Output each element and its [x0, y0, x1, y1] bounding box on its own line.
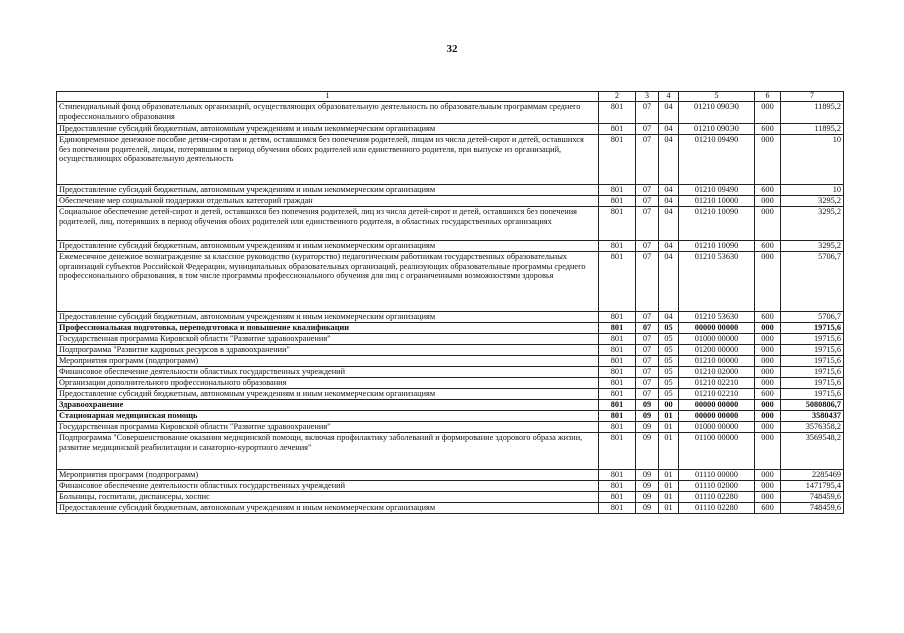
row-name-cell: Финансовое обеспечение деятельности областных государственных учреждений [57, 367, 599, 378]
page-number: 32 [446, 43, 458, 55]
table-row [57, 411, 844, 422]
row-section-cell: 09 [636, 492, 659, 503]
row-subsection-cell: 01 [659, 411, 679, 422]
row-subsection-cell: 01 [659, 470, 679, 481]
row-section-cell: 07 [636, 196, 659, 207]
row-amount-cell: 748459,6 [781, 503, 844, 514]
row-name-cell: Подпрограмма "Развитие кадровых ресурсов в здравоохранении" [57, 345, 599, 356]
row-expense-type-cell: 000 [755, 196, 781, 207]
row-expense-type-cell: 600 [755, 503, 781, 514]
column-header: 6 [755, 92, 781, 102]
row-admin-code-cell: 801 [599, 196, 636, 207]
row-section-cell: 09 [636, 481, 659, 492]
row-expense-type-cell: 000 [755, 323, 781, 334]
table-row [57, 433, 844, 470]
table-row [57, 470, 844, 481]
row-name-cell: Профессиональная подготовка, переподготовка и повышение квалификации [57, 323, 599, 334]
row-subsection-cell: 01 [659, 433, 679, 470]
table-row [57, 241, 844, 252]
row-section-cell: 07 [636, 185, 659, 196]
row-amount-cell: 748459,6 [781, 492, 844, 503]
table-row [57, 378, 844, 389]
row-target-article-cell: 01110 02280 [679, 503, 755, 514]
column-header: 3 [636, 92, 659, 102]
row-subsection-cell: 01 [659, 422, 679, 433]
table-row [57, 400, 844, 411]
row-admin-code-cell: 801 [599, 356, 636, 367]
row-target-article-cell: 00000 00000 [679, 400, 755, 411]
row-admin-code-cell: 801 [599, 334, 636, 345]
row-section-cell: 07 [636, 252, 659, 312]
row-name-cell: Предоставление субсидий бюджетным, автономным учреждениям и иным некоммерческим организациям [57, 389, 599, 400]
row-amount-cell: 11895,2 [781, 102, 844, 124]
column-header: 1 [57, 92, 599, 102]
row-section-cell: 07 [636, 334, 659, 345]
row-section-cell: 07 [636, 207, 659, 241]
row-admin-code-cell: 801 [599, 422, 636, 433]
row-section-cell: 07 [636, 102, 659, 124]
row-amount-cell: 3576358,2 [781, 422, 844, 433]
row-target-article-cell: 01000 00000 [679, 334, 755, 345]
row-admin-code-cell: 801 [599, 492, 636, 503]
row-name-cell: Государственная программа Кировской области "Развитие здравоохранения" [57, 334, 599, 345]
row-target-article-cell: 01210 10090 [679, 241, 755, 252]
row-amount-cell: 3569548,2 [781, 433, 844, 470]
row-admin-code-cell: 801 [599, 241, 636, 252]
row-subsection-cell: 01 [659, 503, 679, 514]
table-row [57, 252, 844, 312]
row-section-cell: 07 [636, 241, 659, 252]
table-row [57, 422, 844, 433]
table-row [57, 389, 844, 400]
row-target-article-cell: 01000 00000 [679, 422, 755, 433]
row-expense-type-cell: 000 [755, 470, 781, 481]
row-subsection-cell: 05 [659, 334, 679, 345]
row-subsection-cell: 04 [659, 241, 679, 252]
row-subsection-cell: 04 [659, 185, 679, 196]
row-section-cell: 07 [636, 323, 659, 334]
table-row [57, 367, 844, 378]
table-row [57, 312, 844, 323]
row-subsection-cell: 05 [659, 378, 679, 389]
row-admin-code-cell: 801 [599, 400, 636, 411]
row-admin-code-cell: 801 [599, 378, 636, 389]
row-subsection-cell: 05 [659, 367, 679, 378]
row-target-article-cell: 01210 090Э0 [679, 102, 755, 124]
row-subsection-cell: 05 [659, 356, 679, 367]
table-header-row [57, 92, 844, 102]
row-section-cell: 09 [636, 503, 659, 514]
row-expense-type-cell: 000 [755, 492, 781, 503]
row-expense-type-cell: 000 [755, 102, 781, 124]
table-row [57, 323, 844, 334]
row-section-cell: 07 [636, 367, 659, 378]
table-row [57, 102, 844, 124]
row-section-cell: 09 [636, 422, 659, 433]
row-subsection-cell: 01 [659, 481, 679, 492]
row-name-cell: Стипендиальный фонд образовательных организаций, осуществляющих образовательную деятельность по образовательным программам среднего профессионального образования [57, 102, 599, 124]
table-row [57, 345, 844, 356]
row-target-article-cell: 01210 10090 [679, 207, 755, 241]
row-expense-type-cell: 000 [755, 334, 781, 345]
row-name-cell: Больницы, госпитали, диспансеры, хоспис [57, 492, 599, 503]
table-row [57, 492, 844, 503]
row-target-article-cell: 01210 09490 [679, 135, 755, 185]
row-expense-type-cell: 000 [755, 422, 781, 433]
row-name-cell: Предоставление субсидий бюджетным, автономным учреждениям и иным некоммерческим организациям [57, 241, 599, 252]
row-expense-type-cell: 000 [755, 207, 781, 241]
row-section-cell: 07 [636, 135, 659, 185]
row-name-cell: Единовременное денежное пособие детям-сиротам и детям, оставшимся без попечения родителей, лицам из числа детей-сирот и детей, оставшихся без попечения родителей, лицам, потерявшим в период обучения обоих родителей или единственного родителя, при выпуске из организаций, осуществляющих образовательную деятельность [57, 135, 599, 185]
row-admin-code-cell: 801 [599, 481, 636, 492]
row-name-cell: Предоставление субсидий бюджетным, автономным учреждениям и иным некоммерческим организациям [57, 185, 599, 196]
table-row [57, 481, 844, 492]
row-section-cell: 09 [636, 470, 659, 481]
row-admin-code-cell: 801 [599, 135, 636, 185]
table-row [57, 135, 844, 185]
row-amount-cell: 5706,7 [781, 312, 844, 323]
row-section-cell: 07 [636, 312, 659, 323]
row-name-cell: Предоставление субсидий бюджетным, автономным учреждениям и иным некоммерческим организациям [57, 503, 599, 514]
row-subsection-cell: 01 [659, 492, 679, 503]
table-row [57, 503, 844, 514]
row-amount-cell: 19715,6 [781, 323, 844, 334]
row-name-cell: Обеспечение мер социальной поддержки отдельных категорий граждан [57, 196, 599, 207]
row-admin-code-cell: 801 [599, 470, 636, 481]
row-admin-code-cell: 801 [599, 252, 636, 312]
column-header: 7 [781, 92, 844, 102]
row-subsection-cell: 04 [659, 196, 679, 207]
row-section-cell: 07 [636, 345, 659, 356]
row-amount-cell: 19715,6 [781, 334, 844, 345]
table-row [57, 207, 844, 241]
row-expense-type-cell: 000 [755, 356, 781, 367]
table-row [57, 334, 844, 345]
row-amount-cell: 19715,6 [781, 378, 844, 389]
row-subsection-cell: 00 [659, 400, 679, 411]
row-admin-code-cell: 801 [599, 323, 636, 334]
row-amount-cell: 10 [781, 185, 844, 196]
row-expense-type-cell: 000 [755, 433, 781, 470]
row-admin-code-cell: 801 [599, 389, 636, 400]
row-target-article-cell: 01210 02210 [679, 378, 755, 389]
row-expense-type-cell: 000 [755, 135, 781, 185]
row-subsection-cell: 05 [659, 345, 679, 356]
row-subsection-cell: 04 [659, 252, 679, 312]
row-expense-type-cell: 600 [755, 241, 781, 252]
row-section-cell: 07 [636, 124, 659, 135]
row-target-article-cell: 01210 09490 [679, 185, 755, 196]
row-admin-code-cell: 801 [599, 102, 636, 124]
row-target-article-cell: 01110 02000 [679, 481, 755, 492]
row-expense-type-cell: 600 [755, 124, 781, 135]
row-amount-cell: 11895,2 [781, 124, 844, 135]
row-name-cell: Государственная программа Кировской области "Развитие здравоохранения" [57, 422, 599, 433]
table-row [57, 124, 844, 135]
row-target-article-cell: 01210 02210 [679, 389, 755, 400]
column-header: 5 [679, 92, 755, 102]
row-target-article-cell: 00000 00000 [679, 411, 755, 422]
row-admin-code-cell: 801 [599, 433, 636, 470]
row-name-cell: Финансовое обеспечение деятельности областных государственных учреждений [57, 481, 599, 492]
row-amount-cell: 1471795,4 [781, 481, 844, 492]
row-amount-cell: 19715,6 [781, 345, 844, 356]
row-name-cell: Мероприятия программ (подпрограмм) [57, 356, 599, 367]
row-subsection-cell: 04 [659, 102, 679, 124]
row-subsection-cell: 05 [659, 323, 679, 334]
row-amount-cell: 5706,7 [781, 252, 844, 312]
row-expense-type-cell: 000 [755, 345, 781, 356]
row-expense-type-cell: 000 [755, 481, 781, 492]
row-admin-code-cell: 801 [599, 411, 636, 422]
row-name-cell: Организации дополнительного профессионального образования [57, 378, 599, 389]
row-admin-code-cell: 801 [599, 345, 636, 356]
row-target-article-cell: 01210 02000 [679, 367, 755, 378]
row-amount-cell: 2285469 [781, 470, 844, 481]
row-name-cell: Предоставление субсидий бюджетным, автономным учреждениям и иным некоммерческим организациям [57, 124, 599, 135]
row-subsection-cell: 04 [659, 124, 679, 135]
column-header: 4 [659, 92, 679, 102]
row-name-cell: Предоставление субсидий бюджетным, автономным учреждениям и иным некоммерческим организациям [57, 312, 599, 323]
row-section-cell: 09 [636, 411, 659, 422]
row-expense-type-cell: 000 [755, 400, 781, 411]
row-name-cell: Стационарная медицинская помощь [57, 411, 599, 422]
row-expense-type-cell: 600 [755, 312, 781, 323]
row-target-article-cell: 01210 090Э0 [679, 124, 755, 135]
row-expense-type-cell: 000 [755, 252, 781, 312]
row-target-article-cell: 01110 02280 [679, 492, 755, 503]
row-target-article-cell: 01210 53630 [679, 312, 755, 323]
table-row [57, 356, 844, 367]
row-name-cell: Ежемесячное денежное вознаграждение за классное руководство (кураторство) педагогическим работникам государственных образовательных организаций субъектов Российской Федерации, муниципальных образовательных организаций, реализующих образовательные программы среднего профессионального образования, в том числе программы профессионального обучения для лиц с ограниченными возможностями здоровья [57, 252, 599, 312]
row-target-article-cell: 01210 10000 [679, 196, 755, 207]
row-section-cell: 07 [636, 356, 659, 367]
row-subsection-cell: 04 [659, 207, 679, 241]
row-subsection-cell: 05 [659, 389, 679, 400]
row-name-cell: Мероприятия программ (подпрограмм) [57, 470, 599, 481]
row-name-cell: Подпрограмма "Совершенствование оказания медицинской помощи, включая профилактику заболеваний и формирование здорового образа жизни, развитие медицинской реабилитации и санаторно-курортного лечения" [57, 433, 599, 470]
row-admin-code-cell: 801 [599, 367, 636, 378]
table-body [57, 102, 844, 514]
row-expense-type-cell: 000 [755, 367, 781, 378]
row-name-cell: Социальное обеспечение детей-сирот и детей, оставшихся без попечения родителей, лиц из числа детей-сирот и детей, оставшихся без попечения родителей, лиц, потерявших в период обучения обоих родителей или единственного родителя, в областных государственных организациях [57, 207, 599, 241]
row-subsection-cell: 04 [659, 312, 679, 323]
row-name-cell: Здравоохранение [57, 400, 599, 411]
row-target-article-cell: 01210 00000 [679, 356, 755, 367]
row-amount-cell: 19715,6 [781, 389, 844, 400]
row-section-cell: 07 [636, 378, 659, 389]
row-amount-cell: 10 [781, 135, 844, 185]
row-expense-type-cell: 600 [755, 389, 781, 400]
row-amount-cell: 3295,2 [781, 241, 844, 252]
row-section-cell: 07 [636, 389, 659, 400]
row-section-cell: 09 [636, 400, 659, 411]
budget-table [56, 91, 844, 514]
row-target-article-cell: 01110 00000 [679, 470, 755, 481]
column-header: 2 [599, 92, 636, 102]
row-expense-type-cell: 600 [755, 185, 781, 196]
row-target-article-cell: 00000 00000 [679, 323, 755, 334]
row-admin-code-cell: 801 [599, 312, 636, 323]
row-target-article-cell: 01100 00000 [679, 433, 755, 470]
row-amount-cell: 3580437 [781, 411, 844, 422]
table-row [57, 185, 844, 196]
table-row [57, 196, 844, 207]
row-target-article-cell: 01200 00000 [679, 345, 755, 356]
row-section-cell: 09 [636, 433, 659, 470]
row-subsection-cell: 04 [659, 135, 679, 185]
row-target-article-cell: 01210 53630 [679, 252, 755, 312]
row-expense-type-cell: 000 [755, 378, 781, 389]
row-amount-cell: 19715,6 [781, 356, 844, 367]
row-amount-cell: 3295,2 [781, 196, 844, 207]
row-amount-cell: 5080806,7 [781, 400, 844, 411]
row-amount-cell: 3295,2 [781, 207, 844, 241]
row-amount-cell: 19715,6 [781, 367, 844, 378]
row-admin-code-cell: 801 [599, 503, 636, 514]
row-admin-code-cell: 801 [599, 124, 636, 135]
row-admin-code-cell: 801 [599, 207, 636, 241]
row-expense-type-cell: 000 [755, 411, 781, 422]
row-admin-code-cell: 801 [599, 185, 636, 196]
